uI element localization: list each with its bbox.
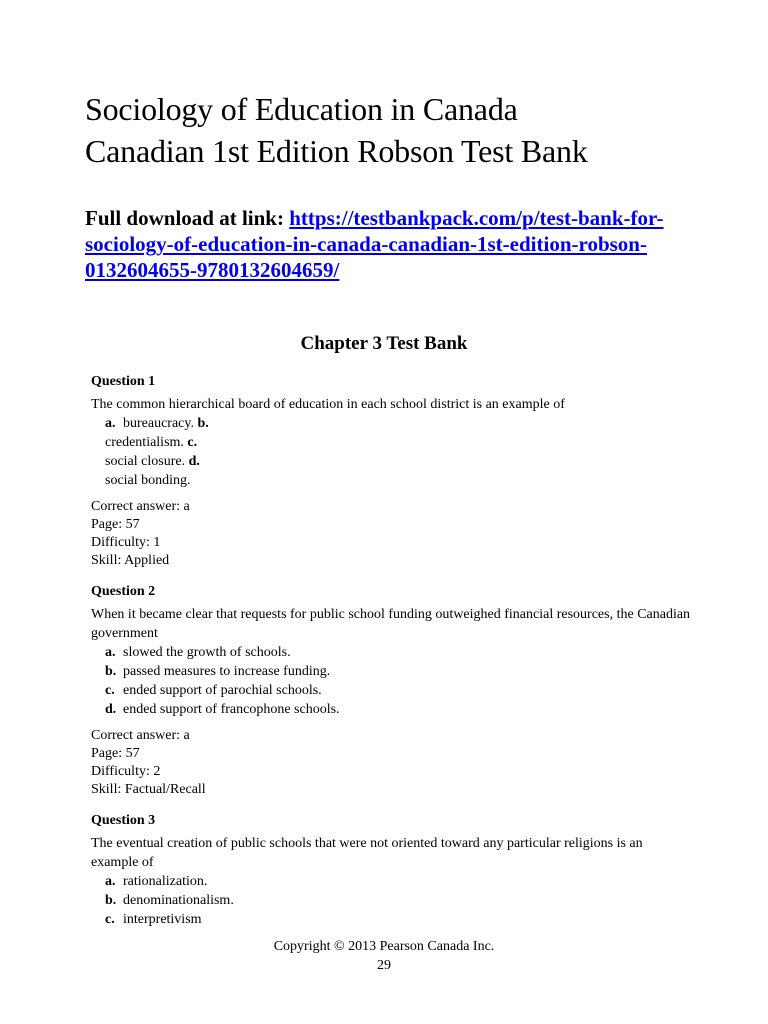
option-line (105, 471, 691, 490)
option-line (105, 452, 691, 471)
option-key: b. (105, 664, 117, 679)
skill: Skill: Factual/Recall (91, 782, 206, 797)
option-text: bureaucracy. (123, 416, 194, 431)
option-key: a. (105, 874, 116, 889)
download-line (85, 205, 685, 283)
title-line-2: Canadian 1st Edition Robson Test Bank (85, 133, 588, 169)
download-link-line-2: sociology-of-education-in-canada-canadian-1st-edition-robson- (85, 232, 647, 256)
options-list (91, 643, 691, 719)
option-c (105, 681, 691, 700)
question-text: The common hierarchical board of education in each school district is an example of (91, 397, 565, 412)
option-b (105, 662, 691, 681)
option-key: c. (187, 435, 198, 450)
option-key: b. (105, 893, 117, 908)
question-title: Question 3 (91, 813, 156, 828)
question-meta (91, 498, 691, 570)
question-text: When it became clear that requests for public school funding outweighed financial resources, the Canadian government (91, 607, 691, 641)
options-list (91, 414, 691, 490)
question-1 (91, 372, 691, 570)
option-text: ended support of francophone schools. (123, 702, 340, 717)
chapter-heading: Chapter 3 Test Bank (300, 333, 468, 354)
difficulty: Difficulty: 1 (91, 535, 161, 550)
option-c (105, 910, 691, 929)
download-label: Full download at link: (85, 206, 284, 230)
question-3 (91, 811, 691, 929)
correct-answer: Correct answer: a (91, 728, 190, 743)
copyright-notice: Copyright © 2013 Pearson Canada Inc. (273, 939, 495, 954)
option-text: rationalization. (123, 874, 208, 889)
correct-answer: Correct answer: a (91, 499, 190, 514)
option-text: social closure. (105, 454, 186, 469)
question-2 (91, 582, 691, 799)
page-ref: Page: 57 (91, 746, 140, 761)
skill: Skill: Applied (91, 553, 170, 568)
option-key: b. (197, 416, 209, 431)
question-title: Question 1 (91, 374, 156, 389)
document-title (85, 88, 745, 172)
options-list (91, 872, 691, 929)
title-line-1: Sociology of Education in Canada (85, 91, 518, 127)
option-key: d. (188, 454, 200, 469)
option-text: credentialism. (105, 435, 184, 450)
option-key: c. (105, 683, 115, 698)
option-line (105, 414, 691, 433)
question-meta (91, 727, 691, 799)
option-text: ended support of parochial schools. (123, 683, 322, 698)
page-number: 29 (377, 958, 391, 973)
option-key: a. (105, 645, 116, 660)
question-title: Question 2 (91, 584, 156, 599)
option-text: passed measures to increase funding. (123, 664, 331, 679)
questions-list (91, 372, 691, 941)
option-line (105, 433, 691, 452)
option-a (105, 643, 691, 662)
option-text: interpretivism (123, 912, 202, 927)
difficulty: Difficulty: 2 (91, 764, 161, 779)
option-b (105, 891, 691, 910)
option-key: c. (105, 912, 115, 927)
option-key: d. (105, 702, 117, 717)
page-ref: Page: 57 (91, 517, 140, 532)
option-d (105, 700, 691, 719)
page-footer (0, 937, 768, 975)
option-text: denominationalism. (123, 893, 234, 908)
option-key: a. (105, 416, 116, 431)
question-text: The eventual creation of public schools that were not oriented toward any particular religions is an example of (91, 836, 643, 870)
option-a (105, 872, 691, 891)
download-link-line-1: https://testbankpack.com/p/test-bank-for- (289, 206, 664, 230)
option-text: slowed the growth of schools. (123, 645, 291, 660)
download-link-line-3: 0132604655-9780132604659/ (85, 258, 340, 282)
option-text: social bonding. (105, 473, 191, 488)
